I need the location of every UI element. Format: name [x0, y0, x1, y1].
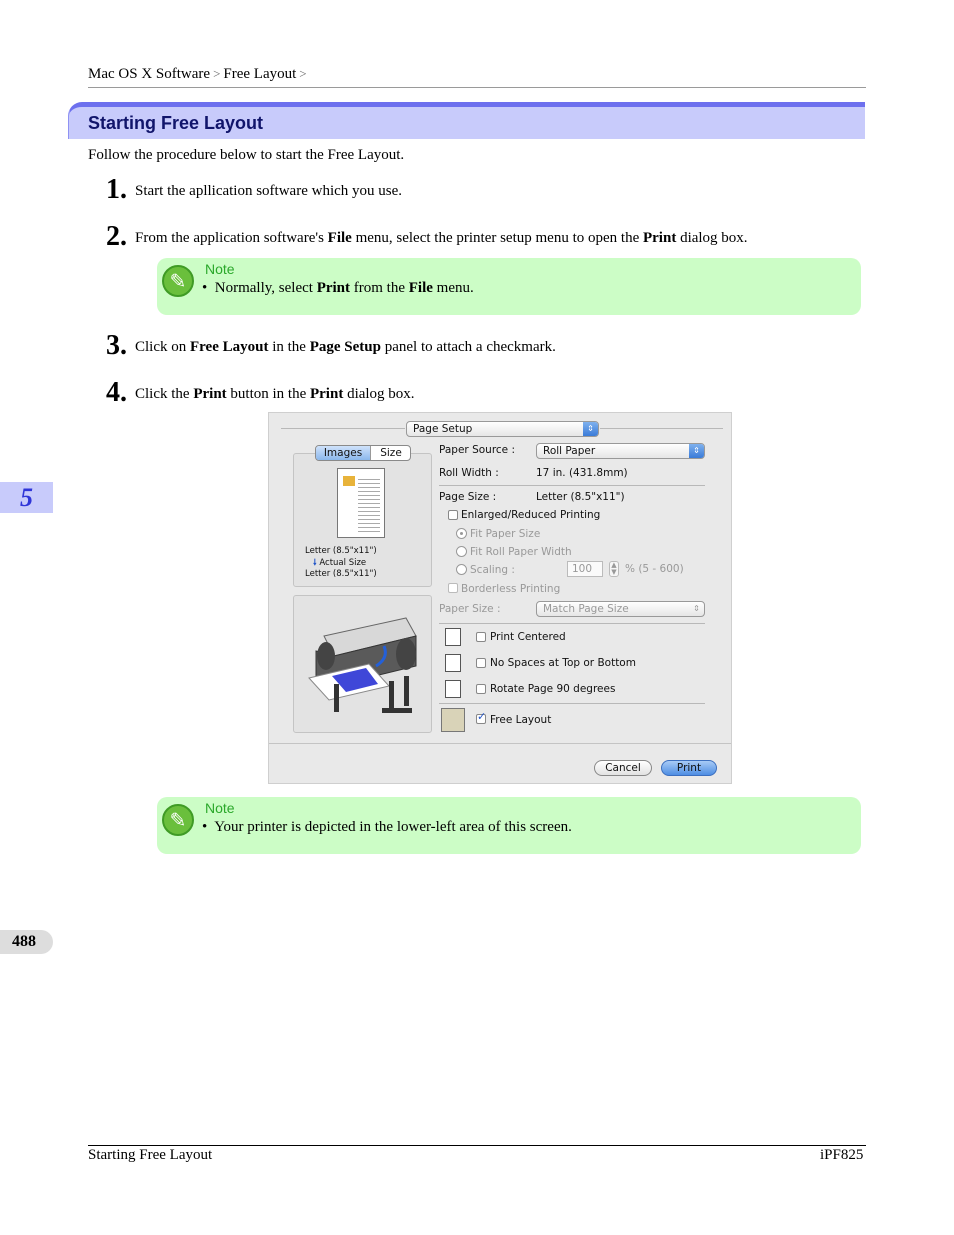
rotate-page-label: Rotate Page 90 degrees [490, 683, 616, 695]
image-thumbnail-icon [343, 476, 355, 486]
step-4 [106, 379, 127, 407]
divider [439, 623, 705, 624]
note-text: • Normally, select Print from the File menu. [202, 280, 474, 296]
page-size-label: Page Size : [439, 491, 497, 503]
section-header [68, 102, 865, 139]
borderless-checkbox[interactable] [448, 583, 458, 593]
step-number: 2. [106, 221, 127, 252]
step-text: From the application software's File menu, select the printer setup menu to open the Print dialog box. [135, 230, 748, 246]
paper-source-select[interactable]: Roll Paper ⇕ [536, 443, 705, 459]
step-text: Click on Free Layout in the Page Setup panel to attach a checkmark. [135, 339, 556, 355]
free-layout-checkbox[interactable] [476, 710, 487, 724]
section-title: Starting Free Layout [88, 113, 264, 133]
tab-size[interactable]: Size [370, 446, 411, 460]
page-size-value: Letter (8.5"x11") [536, 491, 625, 503]
chevron-updown-icon: ⇕ [689, 444, 704, 458]
pencil-icon: ✎ [162, 265, 194, 297]
paper-size-select[interactable]: Match Page Size ⇕ [536, 601, 705, 617]
paper-source-label: Paper Source : [439, 444, 516, 456]
footer-model: iPF825 [820, 1147, 864, 1163]
divider [439, 485, 705, 486]
note-box [157, 797, 861, 854]
text-lines [358, 476, 380, 534]
page-preview-thumbnail [337, 468, 385, 538]
roll-width-label: Roll Width : [439, 467, 499, 479]
breadcrumb-separator: > [299, 66, 307, 81]
view-toggle [315, 445, 411, 461]
free-layout-label: Free Layout [490, 714, 552, 726]
free-layout-icon [441, 708, 465, 732]
page-setup-dialog [268, 412, 732, 784]
fit-paper-size-radio[interactable] [456, 528, 467, 539]
step-2 [106, 223, 127, 251]
step-text: Click the Print button in the Print dialog box. [135, 386, 415, 402]
note-text: • Your printer is depicted in the lower-left area of this screen. [202, 819, 572, 835]
preview-caption-2: 🠗 Actual Size [313, 558, 367, 568]
note-box [157, 258, 861, 315]
preview-caption-1: Letter (8.5"x11") [305, 546, 377, 556]
divider [269, 743, 732, 744]
paper-size-label: Paper Size : [439, 603, 501, 615]
divider [439, 703, 705, 704]
note-label: Note [205, 261, 235, 277]
enlarged-reduced-checkbox[interactable] [448, 510, 458, 520]
checkmark-icon: ✓ [477, 710, 487, 723]
header-rule [88, 87, 866, 88]
print-centered-label: Print Centered [490, 631, 566, 643]
step-number: 4. [106, 377, 127, 408]
roll-width-value: 17 in. (431.8mm) [536, 467, 628, 479]
rotate-page-icon [445, 680, 461, 698]
scaling-input[interactable]: 100 [567, 561, 603, 577]
page-number: 488 [0, 930, 53, 954]
print-centered-checkbox[interactable] [476, 632, 486, 642]
scaling-stepper[interactable]: ▲ ▼ [609, 561, 619, 577]
footer-title: Starting Free Layout [88, 1147, 213, 1163]
chevron-updown-icon: ⇕ [583, 422, 598, 436]
tab-images[interactable]: Images [316, 446, 370, 460]
intro-text: Follow the procedure below to start the Free Layout. [88, 147, 405, 163]
scaling-range: % (5 - 600) [625, 563, 684, 575]
fit-paper-size-label: Fit Paper Size [470, 528, 541, 540]
breadcrumb-separator: > [213, 66, 221, 81]
pencil-icon: ✎ [162, 804, 194, 836]
scaling-label: Scaling : [470, 564, 515, 576]
rotate-page-checkbox[interactable] [476, 684, 486, 694]
no-spaces-label: No Spaces at Top or Bottom [490, 657, 636, 669]
borderless-label: Borderless Printing [461, 583, 561, 595]
step-1 [106, 176, 127, 204]
note-label: Note [205, 800, 235, 816]
no-spaces-icon [445, 654, 461, 672]
cancel-button[interactable]: Cancel [594, 760, 652, 776]
print-button[interactable]: Print [661, 760, 717, 776]
step-text: Start the apllication software which you use. [135, 183, 403, 199]
breadcrumb [88, 66, 310, 83]
breadcrumb-item[interactable]: Mac OS X Software [88, 66, 211, 82]
chevron-updown-icon: ⇕ [693, 604, 700, 613]
scaling-radio[interactable] [456, 564, 467, 575]
print-centered-icon [445, 628, 461, 646]
panel-select[interactable]: Page Setup ⇕ [406, 421, 599, 437]
divider [281, 428, 405, 429]
fit-roll-width-label: Fit Roll Paper Width [470, 546, 572, 558]
arrow-down-icon: 🠗 [313, 558, 317, 568]
printer-illustration-panel [293, 595, 432, 733]
no-spaces-checkbox[interactable] [476, 658, 486, 668]
divider [600, 428, 723, 429]
enlarged-reduced-label: Enlarged/Reduced Printing [461, 509, 601, 521]
step-3 [106, 332, 127, 360]
breadcrumb-item[interactable]: Free Layout [223, 66, 297, 82]
step-number: 3. [106, 330, 127, 361]
footer-rule [88, 1145, 866, 1146]
chapter-tab[interactable]: 5 [0, 482, 53, 513]
preview-caption-3: Letter (8.5"x11") [305, 569, 377, 579]
printer-icon [294, 596, 431, 732]
step-number: 1. [106, 174, 127, 205]
fit-roll-width-radio[interactable] [456, 546, 467, 557]
